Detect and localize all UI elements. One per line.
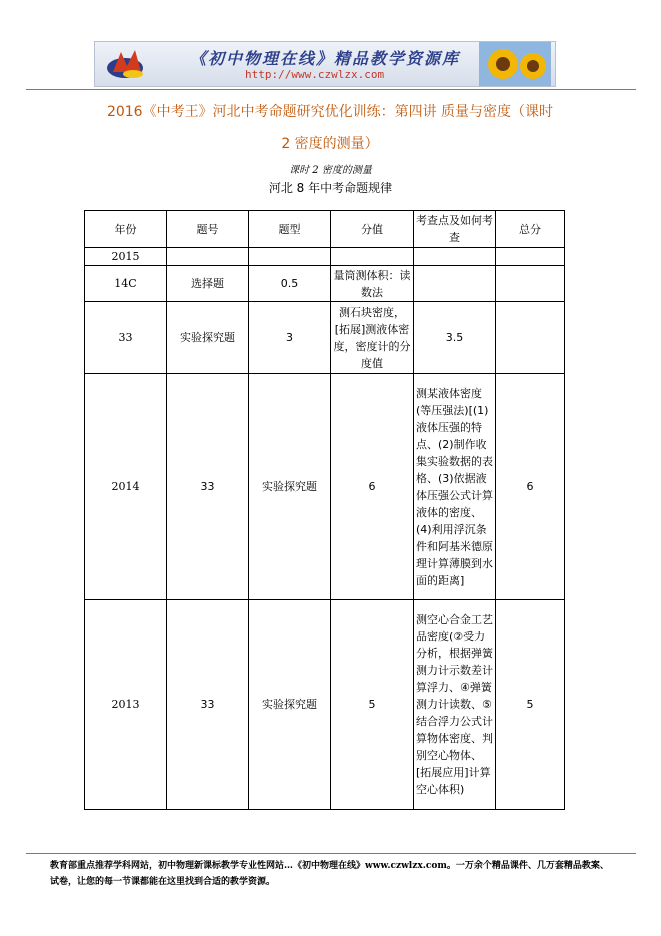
header-type: 题型 <box>249 211 331 248</box>
table-row <box>85 374 565 600</box>
cell-type: 实验探究题 <box>249 600 331 810</box>
cell-point: 测某液体密度(等压强法)[(1)液体压强的特点、(2)制作收集实验数据的表格、(3)依据液体压强公式计算液体的密度、(4)利用浮沉条件和阿基米德原理计算薄膜到水面的距离] <box>414 374 496 600</box>
cell-type: 3 <box>249 302 331 374</box>
cell-point: 3.5 <box>414 302 496 374</box>
lesson-subtitle: 课时 2 密度的测量 <box>289 165 372 176</box>
rule-subtitle: 河北 8 年中考命题规律 <box>268 181 393 195</box>
table-header-row <box>85 211 565 248</box>
cell-type: 实验探究题 <box>249 374 331 600</box>
footer-text: 教育部重点推荐学科网站，初中物理新课标教学专业性网站…《初中物理在线》www.czwlzx.com。一万余个精品课件、几万套精品教案、试卷，让您的每一节课都能在这里找到合适的教学资源。 <box>50 861 609 887</box>
cell-number <box>167 248 249 266</box>
cell-year: 2015 <box>85 248 167 266</box>
exam-rule-table <box>84 210 565 810</box>
document-title-line2: 2 密度的测量） <box>281 136 379 152</box>
table-row <box>85 600 565 810</box>
cell-score: 5 <box>331 600 414 810</box>
document-title <box>40 96 620 160</box>
cell-number: 33 <box>167 600 249 810</box>
cell-year: 33 <box>85 302 167 374</box>
table-row <box>85 302 565 374</box>
cell-total <box>496 266 565 302</box>
cell-point: 测空心合金工艺品密度(②受力分析，根据弹簧测力计示数差计算浮力、④弹簧测力计读数、⑤结合浮力公式计算物体密度、判别空心物体、[拓展应用]计算空心体积) <box>414 600 496 810</box>
cell-year: 2014 <box>85 374 167 600</box>
cell-number: 实验探究题 <box>167 302 249 374</box>
banner-url[interactable]: http://www.czwlzx.com <box>245 68 385 81</box>
header-year: 年份 <box>85 211 167 248</box>
cell-total <box>496 248 565 266</box>
cell-point <box>414 266 496 302</box>
cell-score: 测石块密度，[拓展]测液体密度，密度计的分度值 <box>331 302 414 374</box>
header-point: 考查点及如何考查 <box>414 211 496 248</box>
cell-number: 选择题 <box>167 266 249 302</box>
cell-type <box>249 248 331 266</box>
table-row <box>85 266 565 302</box>
banner-title: 《初中物理在线》精品教学资源库 <box>189 49 460 68</box>
footer-divider <box>26 853 636 854</box>
document-title-line1: 2016《中考王》河北中考命题研究优化训练：第四讲 质量与密度（课时 <box>106 104 554 120</box>
cell-score: 量筒测体积：读数法 <box>331 266 414 302</box>
header-score: 分值 <box>331 211 414 248</box>
cell-score: 6 <box>331 374 414 600</box>
header-number: 题号 <box>167 211 249 248</box>
header-divider <box>26 89 636 90</box>
header-total: 总分 <box>496 211 565 248</box>
cell-type: 0.5 <box>249 266 331 302</box>
cell-total <box>496 302 565 374</box>
cell-year: 2013 <box>85 600 167 810</box>
cell-year: 14C <box>85 266 167 302</box>
sunflower-icon <box>479 42 551 86</box>
cell-number: 33 <box>167 374 249 600</box>
cell-score <box>331 248 414 266</box>
table-row <box>85 248 565 266</box>
cell-point <box>414 248 496 266</box>
site-banner <box>94 41 556 87</box>
cell-total: 5 <box>496 600 565 810</box>
site-logo-icon <box>105 46 149 82</box>
cell-total: 6 <box>496 374 565 600</box>
